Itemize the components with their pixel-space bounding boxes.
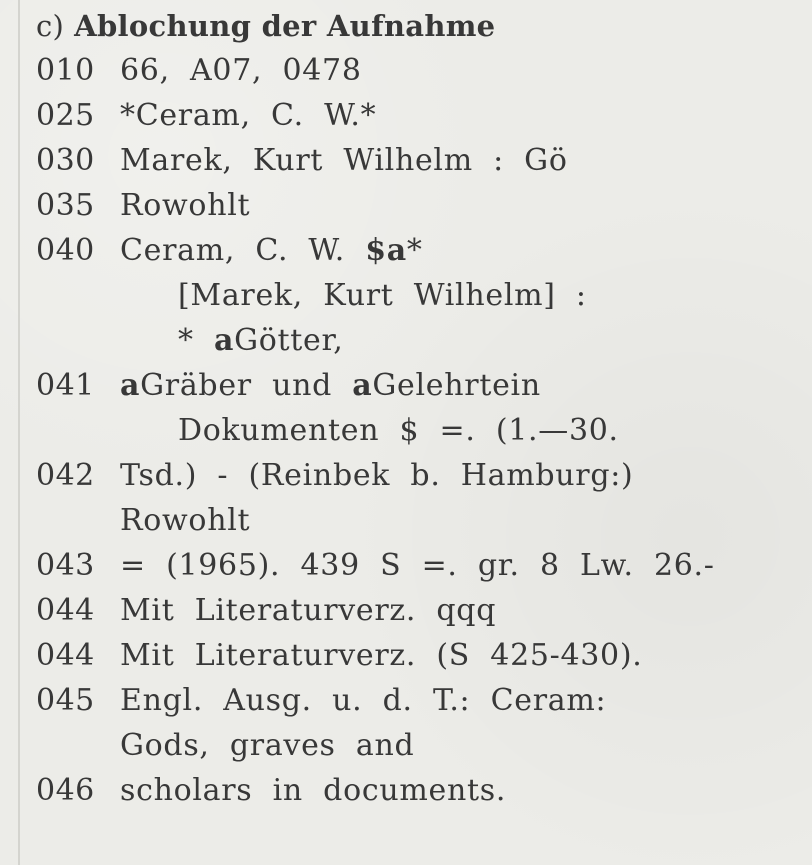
record-line-042 (36, 453, 796, 498)
field-code: 046 (36, 773, 95, 808)
field-content: [Marek, Kurt Wilhelm] : (178, 278, 587, 313)
field-content (120, 228, 796, 273)
field-content: Rowohlt (120, 188, 251, 223)
field-code: 044 (36, 593, 95, 628)
field-text: * (406, 233, 423, 268)
field-content: *Ceram, C. W.* (120, 98, 377, 133)
subfield-marker: $a (365, 233, 407, 268)
section-title: Ablochung der Aufnahme (74, 9, 496, 43)
field-content: Tsd.) - (Reinbek b. Hamburg:) (120, 458, 634, 493)
field-text: Ceram, C. W. (120, 233, 366, 268)
field-content: Mit Literaturverz. qqq (120, 593, 497, 628)
field-content: 66, A07, 0478 (120, 53, 362, 88)
field-code: 045 (36, 683, 95, 718)
field-text: Gelehrtein (372, 368, 541, 403)
field-content: Mit Literaturverz. (S 425-430). (120, 638, 643, 673)
catalog-record (36, 4, 796, 813)
section-prefix: c) (36, 9, 65, 43)
field-content: Gods, graves and (120, 728, 415, 763)
record-line-030 (36, 138, 796, 183)
record-line-025 (36, 93, 796, 138)
field-text: * (178, 323, 214, 358)
field-content: Marek, Kurt Wilhelm : Gö (120, 143, 568, 178)
record-line-010 (36, 48, 796, 93)
field-content: Dokumenten $ =. (1.—30. (178, 413, 619, 448)
record-line-043 (36, 543, 796, 588)
field-text: Gräber und (140, 368, 353, 403)
record-line-045 (36, 678, 796, 723)
subfield-marker: a (120, 368, 141, 403)
record-line-035 (36, 183, 796, 228)
section-heading (36, 4, 796, 48)
field-code: 043 (36, 548, 95, 583)
record-line-042-continuation (36, 498, 796, 543)
record-line-046 (36, 768, 796, 813)
record-line-040-continuation (36, 273, 796, 318)
record-line-044 (36, 588, 796, 633)
field-code: 010 (36, 53, 95, 88)
field-code: 025 (36, 98, 95, 133)
record-line-044 (36, 633, 796, 678)
field-content: Engl. Ausg. u. d. T.: Ceram: (120, 683, 607, 718)
field-code: 042 (36, 458, 95, 493)
record-line-040 (36, 228, 796, 273)
subfield-marker: a (213, 323, 235, 358)
field-content (178, 318, 796, 363)
record-line-040-continuation (36, 318, 796, 363)
record-line-045-continuation (36, 723, 796, 768)
field-content: scholars in documents. (120, 773, 507, 808)
field-text: Götter, (234, 323, 344, 358)
left-margin-rule (18, 0, 20, 865)
record-line-041-continuation (36, 408, 796, 453)
field-code: 041 (36, 368, 95, 403)
field-content: Rowohlt (120, 503, 251, 538)
subfield-marker: a (352, 368, 373, 403)
field-code: 040 (36, 233, 95, 268)
field-content: = (1965). 439 S =. gr. 8 Lw. 26.- (120, 548, 715, 583)
field-code: 044 (36, 638, 95, 673)
field-code: 035 (36, 188, 95, 223)
field-content (120, 363, 796, 408)
field-code: 030 (36, 143, 95, 178)
record-line-041 (36, 363, 796, 408)
